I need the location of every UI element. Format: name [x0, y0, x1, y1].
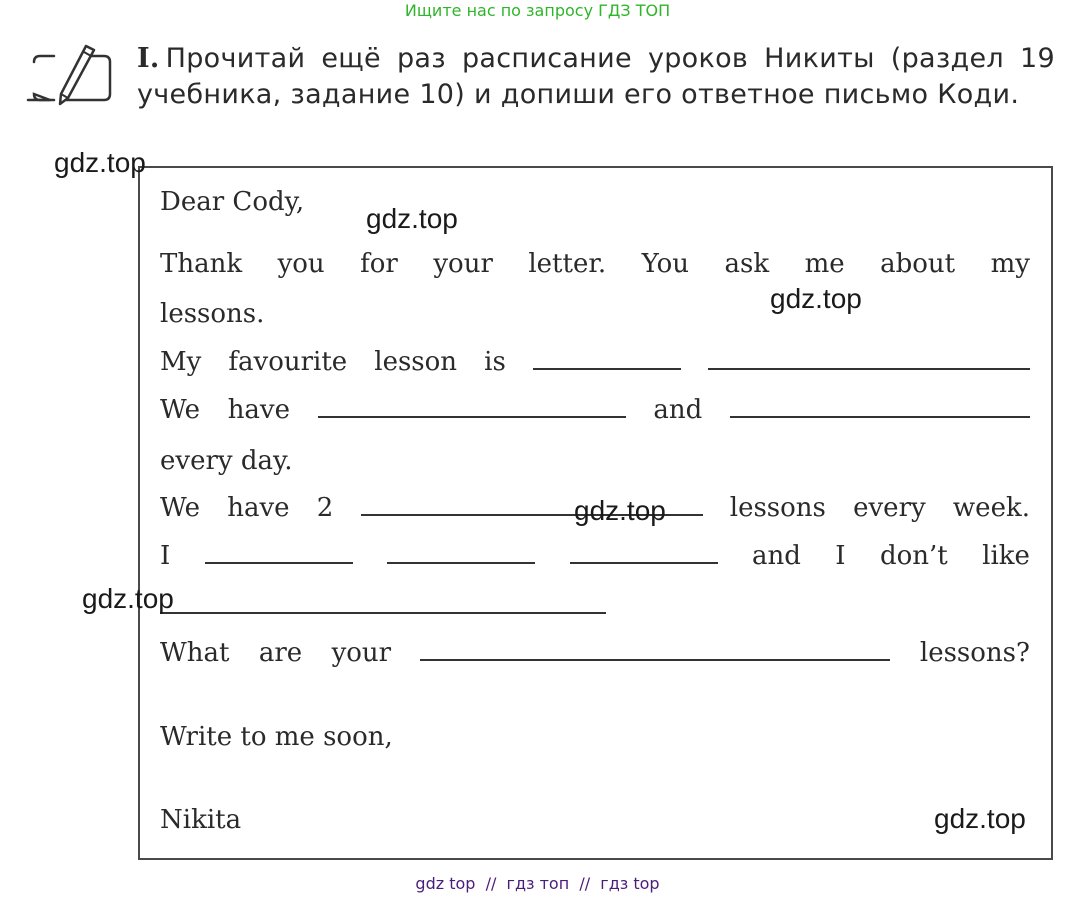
word: favourite	[228, 347, 348, 377]
word: your	[331, 638, 392, 668]
word: my	[990, 249, 1030, 279]
word: I	[835, 541, 846, 571]
word: Thank	[160, 249, 243, 279]
letter-line-5: every day.	[160, 446, 293, 476]
letter-signature: Nikita	[160, 805, 242, 835]
word: and	[653, 395, 703, 425]
answer-blank[interactable]	[730, 416, 1030, 418]
header-search-link[interactable]: Ищите нас по запросу ГДЗ ТОП	[404, 1, 671, 20]
task-number: I.	[137, 43, 160, 74]
answer-blank[interactable]	[420, 659, 890, 661]
task-text: Прочитай ещё раз расписание уроков Никиты (раздел 19 учебника, задание 10) и допиши его ответное письмо Коди.	[137, 43, 1055, 110]
word: about	[880, 249, 956, 279]
watermark: gdz.top	[54, 147, 146, 178]
answer-blank[interactable]	[570, 562, 718, 564]
word: and	[751, 541, 801, 571]
word: me	[804, 249, 845, 279]
watermark: gdz.top	[82, 583, 174, 614]
word: don’t	[879, 541, 948, 571]
letter-line-7	[160, 541, 1030, 575]
letter-line-1	[160, 249, 1030, 283]
answer-blank[interactable]	[708, 368, 1030, 370]
word: ask	[724, 249, 770, 279]
task-instruction	[137, 41, 1055, 113]
word: lessons?	[919, 638, 1030, 668]
word: You	[641, 249, 689, 279]
word: lesson	[374, 347, 458, 377]
word: lessons	[729, 493, 826, 523]
letter-closing: Write to me soon,	[160, 722, 393, 752]
word: like	[982, 541, 1030, 571]
watermark: gdz.top	[366, 203, 458, 234]
word: are	[258, 638, 303, 668]
answer-blank[interactable]	[387, 562, 535, 564]
word: you	[277, 249, 325, 279]
word: We	[160, 493, 200, 523]
answer-blank[interactable]	[205, 562, 353, 564]
word: 2	[316, 493, 334, 523]
letter-line-3	[160, 347, 1030, 381]
letter-greeting: Dear Cody,	[160, 187, 305, 217]
watermark: gdz.top	[770, 283, 862, 314]
word: your	[433, 249, 493, 279]
word: What	[160, 638, 230, 668]
answer-blank[interactable]	[533, 368, 681, 370]
word: for	[360, 249, 398, 279]
watermark: gdz.top	[934, 803, 1026, 834]
word: My	[160, 347, 202, 377]
answer-blank[interactable]	[160, 612, 606, 614]
footer-links[interactable]: gdz top // гдз топ // гдз top	[415, 874, 660, 893]
answer-blank[interactable]	[318, 416, 626, 418]
word: letter.	[528, 249, 607, 279]
word: is	[484, 347, 506, 377]
word: We	[160, 395, 200, 425]
word: have	[227, 395, 291, 425]
pencil-icon	[24, 42, 112, 106]
letter-line-4	[160, 395, 1030, 429]
word: week.	[952, 493, 1030, 523]
word: every	[853, 493, 926, 523]
word: have	[227, 493, 290, 523]
letter-line-9	[160, 638, 1030, 672]
letter-line-2: lessons.	[160, 299, 265, 329]
watermark: gdz.top	[574, 495, 666, 526]
word: I	[160, 541, 171, 571]
